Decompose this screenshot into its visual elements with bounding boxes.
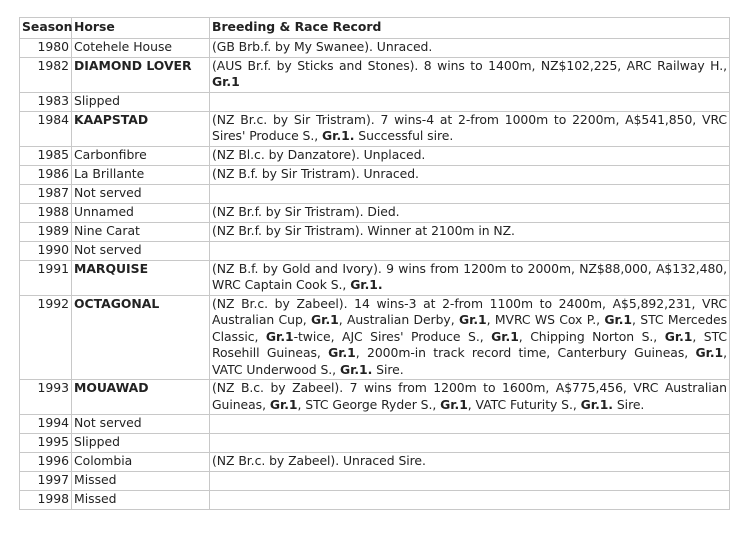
record-cell bbox=[210, 241, 730, 260]
table-row bbox=[20, 472, 730, 491]
grade-marker: Gr.1 bbox=[604, 312, 633, 327]
record-cell bbox=[210, 203, 730, 222]
record-cell bbox=[210, 434, 730, 453]
record-cell bbox=[210, 38, 730, 57]
record-text: (GB Brb.f. by My Swanee). Unraced. bbox=[212, 38, 433, 54]
season-cell: 1984 bbox=[20, 111, 72, 146]
record-text: Sire. bbox=[372, 361, 404, 377]
season-cell: 1991 bbox=[20, 260, 72, 295]
grade-marker: Gr.1 bbox=[695, 345, 724, 360]
grade-marker: Gr.1 bbox=[491, 328, 519, 344]
record-text: (NZ Br.c. by Zabeel). 14 wins-3 at 2-from 1100m to 2400m, A$5,892,231, VRC Australian Cup, bbox=[212, 295, 727, 327]
record-text: (NZ Br.c. by Zabeel). Unraced Sire. bbox=[212, 453, 426, 468]
table-row bbox=[20, 92, 730, 111]
record-text: (NZ B.f. by Gold and Ivory). 9 wins from 1200m to 2000m, NZ$88,000, A$132,480, WRC Captain Cook S., bbox=[212, 260, 727, 292]
record-cell bbox=[210, 222, 730, 241]
horse-cell: La Brillante bbox=[72, 165, 210, 184]
season-cell: 1992 bbox=[20, 295, 72, 380]
horse-cell: Nine Carat bbox=[72, 222, 210, 241]
table-body bbox=[20, 38, 730, 510]
record-text: (NZ Bl.c. by Danzatore). Unplaced. bbox=[212, 146, 426, 162]
table-row bbox=[20, 38, 730, 57]
horse-cell: Unnamed bbox=[72, 203, 210, 222]
record-cell bbox=[210, 260, 730, 295]
table-row bbox=[20, 260, 730, 295]
table-row bbox=[20, 111, 730, 146]
horse-cell: Slipped bbox=[72, 92, 210, 111]
horse-cell: Colombia bbox=[72, 453, 210, 472]
table-row bbox=[20, 295, 730, 380]
grade-marker: Gr.1 bbox=[664, 328, 693, 344]
table-row bbox=[20, 203, 730, 222]
record-cell bbox=[210, 295, 730, 380]
record-text: Successful sire. bbox=[354, 128, 454, 143]
horse-cell: Slipped bbox=[72, 434, 210, 453]
record-text: , STC Rosehill Guineas, bbox=[212, 328, 728, 360]
season-cell: 1985 bbox=[20, 146, 72, 165]
table-row bbox=[20, 491, 730, 510]
season-cell: 1998 bbox=[20, 491, 72, 510]
record-cell bbox=[210, 453, 730, 472]
record-text: (NZ Br.c. by Sir Tristram). 7 wins-4 at 2-from 1000m to 2200m, A$541,850, VRC Sires' Produce S., bbox=[212, 111, 727, 143]
horse-cell: DIAMOND LOVER bbox=[72, 57, 210, 92]
record-text: Sire. bbox=[612, 396, 645, 412]
table-row bbox=[20, 241, 730, 260]
horse-cell: Cotehele House bbox=[72, 38, 210, 57]
season-cell: 1990 bbox=[20, 241, 72, 260]
record-cell bbox=[210, 491, 730, 510]
header-row bbox=[20, 18, 730, 39]
table-row bbox=[20, 434, 730, 453]
season-cell: 1980 bbox=[20, 38, 72, 57]
horse-cell: Missed bbox=[72, 491, 210, 510]
record-text: (NZ B.c. by Zabeel). 7 wins from 1200m to 1600m, A$775,456, VRC Australian Guineas, bbox=[212, 380, 727, 412]
season-cell: 1993 bbox=[20, 380, 72, 415]
season-cell: 1988 bbox=[20, 203, 72, 222]
record-text: (AUS Br.f. by Sticks and Stones). 8 wins to 1400m, NZ$102,225, ARC Railway H., bbox=[212, 57, 727, 73]
header-record: Breeding & Race Record bbox=[210, 18, 730, 39]
grade-marker: Gr.1 bbox=[269, 396, 298, 412]
table-row bbox=[20, 146, 730, 165]
record-text: , Australian Derby, bbox=[338, 312, 459, 327]
horse-cell: MARQUISE bbox=[72, 260, 210, 295]
record-cell bbox=[210, 472, 730, 491]
horse-cell: Not served bbox=[72, 415, 210, 434]
table-header bbox=[20, 18, 730, 39]
season-cell: 1997 bbox=[20, 472, 72, 491]
season-cell: 1983 bbox=[20, 92, 72, 111]
header-horse: Horse bbox=[72, 18, 210, 39]
grade-marker: Gr.1. bbox=[339, 361, 373, 377]
table-row bbox=[20, 222, 730, 241]
record-cell bbox=[210, 415, 730, 434]
grade-marker: Gr.1 bbox=[212, 74, 240, 89]
header-season: Season bbox=[20, 18, 72, 39]
horse-cell: Not served bbox=[72, 184, 210, 203]
record-text: (NZ Br.f. by Sir Tristram). Died. bbox=[212, 203, 400, 219]
table-row bbox=[20, 453, 730, 472]
record-text: , Chipping Norton S., bbox=[518, 328, 665, 344]
grade-marker: Gr.1 bbox=[458, 312, 487, 327]
progeny-table bbox=[19, 17, 730, 510]
record-text: , VATC Underwood S., bbox=[212, 345, 727, 377]
progeny-table-container bbox=[19, 17, 729, 510]
record-cell bbox=[210, 380, 730, 415]
season-cell: 1987 bbox=[20, 184, 72, 203]
horse-cell: Carbonfibre bbox=[72, 146, 210, 165]
record-cell bbox=[210, 57, 730, 92]
record-text: (NZ B.f. by Sir Tristram). Unraced. bbox=[212, 165, 419, 181]
season-cell: 1996 bbox=[20, 453, 72, 472]
record-text: , 2000m-in track record time, Canterbury Guineas, bbox=[355, 345, 696, 360]
season-cell: 1986 bbox=[20, 165, 72, 184]
record-text: , STC George Ryder S., bbox=[297, 396, 441, 412]
horse-cell: OCTAGONAL bbox=[72, 295, 210, 380]
grade-marker: Gr.1. bbox=[350, 277, 383, 292]
record-text: , VATC Futurity S., bbox=[467, 396, 581, 412]
record-cell bbox=[210, 184, 730, 203]
horse-cell: Missed bbox=[72, 472, 210, 491]
grade-marker: Gr.1 bbox=[440, 396, 468, 412]
table-row bbox=[20, 380, 730, 415]
record-text: , STC Mercedes Classic, bbox=[212, 312, 727, 344]
horse-cell: KAAPSTAD bbox=[72, 111, 210, 146]
table-row bbox=[20, 57, 730, 92]
season-cell: 1994 bbox=[20, 415, 72, 434]
record-text: , MVRC WS Cox P., bbox=[486, 312, 605, 327]
grade-marker: Gr.1 bbox=[265, 328, 294, 344]
grade-marker: Gr.1. bbox=[580, 396, 613, 412]
grade-marker: Gr.1 bbox=[311, 312, 339, 327]
season-cell: 1995 bbox=[20, 434, 72, 453]
record-cell bbox=[210, 111, 730, 146]
record-cell bbox=[210, 92, 730, 111]
grade-marker: Gr.1 bbox=[328, 345, 356, 360]
season-cell: 1989 bbox=[20, 222, 72, 241]
season-cell: 1982 bbox=[20, 57, 72, 92]
record-cell bbox=[210, 146, 730, 165]
record-cell bbox=[210, 165, 730, 184]
grade-marker: Gr.1. bbox=[322, 128, 355, 143]
horse-cell: MOUAWAD bbox=[72, 380, 210, 415]
table-row bbox=[20, 184, 730, 203]
record-text: -twice, AJC Sires' Produce S., bbox=[293, 328, 492, 344]
table-row bbox=[20, 165, 730, 184]
table-row bbox=[20, 415, 730, 434]
horse-cell: Not served bbox=[72, 241, 210, 260]
record-text: (NZ Br.f. by Sir Tristram). Winner at 2100m in NZ. bbox=[212, 222, 515, 238]
